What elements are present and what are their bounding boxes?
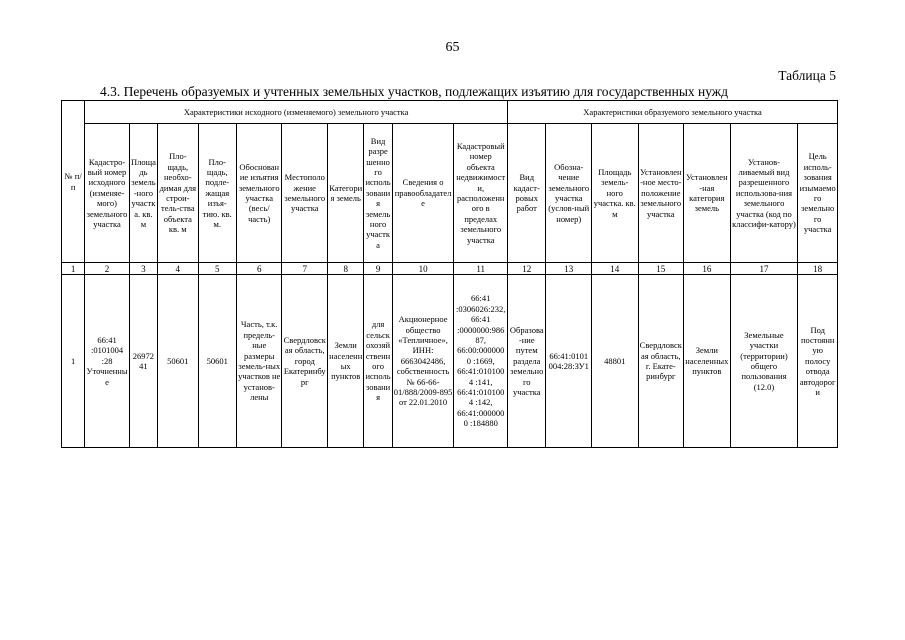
table-title: 4.3. Перечень образуемых и учтенных земельных участков, подлежащих изъятию для государственных нужд [100,84,729,99]
table-cell: 50601 [158,275,198,448]
table-cell: Свердловская область, город Екатеринбург [282,275,328,448]
land-plots-table [61,100,838,448]
table-cell: Образова-ние путем раздела земельного участка [508,275,546,448]
table-cell: для сельскохозяйственного использования [364,275,392,448]
column-number: 15 [638,263,684,275]
column-header: Кадастро-вый номер исходного (изменяе-мого) земельного участка [85,124,130,263]
source-plot-group-header: Характеристики исходного (изменяемого) земельного участка [85,101,508,124]
column-header: Местоположение земельного участка [282,124,328,263]
table-cell: 66:41 :0101004 :28 Уточненные [85,275,130,448]
column-header: Пло-щадь, необхо-димая для строи-тель-ства объекта кв. м [158,124,198,263]
table-cell: Земельные участки (территории) общего пользования (12.0) [730,275,798,448]
table-cell: 50601 [198,275,236,448]
column-number: 11 [454,263,508,275]
column-header: Категория земель [328,124,364,263]
column-header: Цель исполь-зования изымаемого земельного участка [798,124,838,263]
column-number: 6 [236,263,282,275]
table-cell: Земли населенных пунктов [328,275,364,448]
column-number: 14 [592,263,639,275]
table-cell: 2697241 [129,275,157,448]
table-cell: 48801 [592,275,639,448]
row-number: 1 [62,275,85,448]
column-number: 9 [364,263,392,275]
column-header: Вид кадаст-ровых работ [508,124,546,263]
column-header: Сведения о правообладателе [392,124,454,263]
table-label: Таблица 5 [778,68,836,83]
column-number: 10 [392,263,454,275]
table-cell: 66:41:0101004:28:ЗУ1 [546,275,592,448]
column-number: 17 [730,263,798,275]
column-number: 4 [158,263,198,275]
column-number: 3 [129,263,157,275]
formed-plot-group-header: Характеристики образуемого земельного участка [508,101,838,124]
table-row [62,275,838,448]
column-number: 18 [798,263,838,275]
table-cell: Часть, т.к. предель-ные размеры земель-ных участков не установ-лены [236,275,282,448]
column-header: Площадь земель-ного участка. кв. м [129,124,157,263]
column-header: Пло-щадь, подле-жащая изъя-тию. кв. м. [198,124,236,263]
column-header-row [62,124,838,263]
table-cell: 66:41 :0306026:232, 66:41 :0000000:98687, 66:00:0000000 :1669, 66:41:0101004 :141, 66:41:0101004 :142, 66:41:0000000 :184880 [454,275,508,448]
table-cell: Свердловская область, г. Екате-ринбург [638,275,684,448]
column-header: Обозна-чение земельного участка (услов-ный номер) [546,124,592,263]
page-number: 65 [445,40,460,55]
row-number-header: № п/п [62,101,85,263]
table-cell: Акционерное общество «Тепличное», ИНН: 6663042486, собственность № 66-66-01/888/2009-895 от 22.01.2010 [392,275,454,448]
column-header: Кадастровый номер объекта недвижимости, расположенного в пределах земельного участка [454,124,508,263]
column-header: Площадь земель-ного участка. кв. м [592,124,639,263]
column-number: 2 [85,263,130,275]
column-header: Установлен-ное место-положение земельного участка [638,124,684,263]
column-header: Установ-ливаемый вид разрешенного использова-ния земельного участка (код по классифи-катору) [730,124,798,263]
column-header: Установлен-ная категория земель [684,124,731,263]
group-header-row [62,101,838,124]
column-number: 16 [684,263,731,275]
column-number: 13 [546,263,592,275]
column-header: Обоснование изъятия земельного участка (весь/часть) [236,124,282,263]
column-header: Вид разрешенного использования земельного участка [364,124,392,263]
column-number: 8 [328,263,364,275]
column-number: 1 [62,263,85,275]
table-cell: Под постоянную полосу отвода автодороги [798,275,838,448]
column-number-row [62,263,838,275]
column-number: 7 [282,263,328,275]
column-number: 5 [198,263,236,275]
column-number: 12 [508,263,546,275]
table-cell: Земли населенных пунктов [684,275,731,448]
